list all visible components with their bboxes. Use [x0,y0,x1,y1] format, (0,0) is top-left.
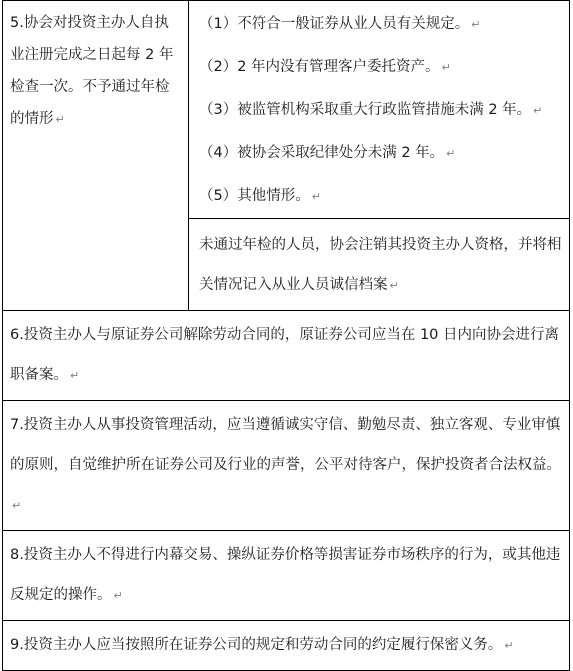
table-row-9: 9.投资主办人应当按照所在证券公司的规定和劳动合同的约定履行保密义务。 ↵ [3,620,569,670]
paragraph-mark-icon: ↵ [113,589,123,602]
row-5-title-cell [3,1,189,310]
paragraph-mark-icon: ↵ [441,61,451,74]
rules-table [2,0,570,671]
condition-item-3: （3）被监管机构采取重大行政监管措施未满 2 年。 ↵ [199,102,543,118]
condition-item-4: （4）被协会采取纪律处分未满 2 年。 ↵ [199,145,456,161]
paragraph-mark-icon: ↵ [446,147,456,160]
paragraph-mark-icon: ↵ [389,279,399,292]
table-row-5 [3,1,569,310]
paragraph-mark-icon: ↵ [504,639,514,652]
paragraph-mark-icon: ↵ [311,190,321,203]
table-row-7: 7.投资主办人从事投资管理活动，应当遵循诚实守信、勤勉尽责、独立客观、专业审慎的原则，自觉维护所在证券公司及行业的声誉，公平对待客户，保护投资者合法权益。↵ [3,400,569,530]
condition-item-2: （2）2 年内没有管理客户委托资产。 ↵ [199,59,451,75]
paragraph-mark-icon: ↵ [533,104,543,117]
row-5-title: 5.协会对投资主办人自执业注册完成之日起每 2 年检查一次。不予通过年检的情形 [10,15,174,127]
paragraph-mark-icon: ↵ [55,113,65,126]
paragraph-mark-icon: ↵ [12,499,22,512]
paragraph-mark-icon: ↵ [70,369,80,382]
row-5-detail-cell [189,1,569,310]
condition-item-1: （1）不符合一般证券从业人员有关规定。 ↵ [199,16,481,32]
table-row-8: 8.投资主办人不得进行内幕交易、操纵证券价格等损害证券市场秩序的行为，或其他违反规定的操作。 ↵ [3,530,569,620]
table-row-6: 6.投资主办人与原证券公司解除劳动合同的，原证券公司应当在 10 日内向协会进行离职备案。 ↵ [3,310,569,400]
condition-item-5: （5）其他情形。 ↵ [199,188,321,204]
paragraph-mark-icon: ↵ [471,18,481,31]
row-5-note: 未通过年检的人员，协会注销其投资主办人资格，并将相关情况记入从业人员诚信档案 ↵ [189,218,569,310]
condition-list [189,1,569,218]
